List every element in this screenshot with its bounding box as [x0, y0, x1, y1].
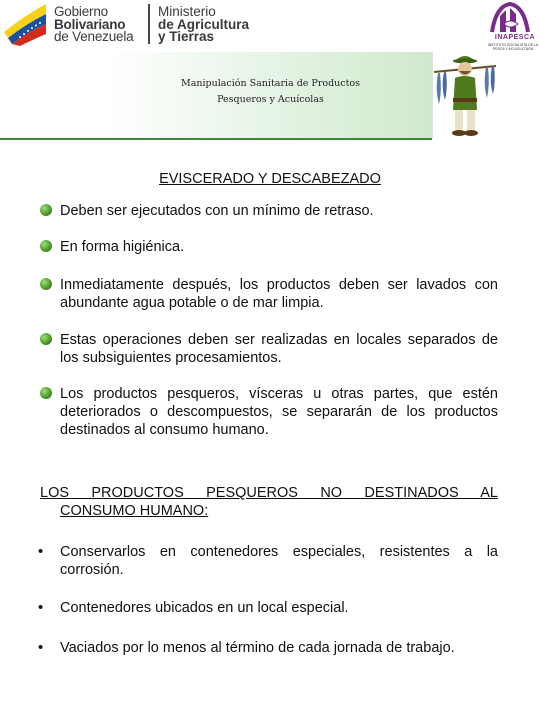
list-item — [40, 202, 498, 220]
institute-logo — [482, 0, 540, 52]
section-bullet-list — [40, 202, 498, 439]
list-item-text: Contenedores ubicados en un local especial. — [60, 600, 349, 616]
gov-line-3: de Venezuela — [54, 29, 134, 44]
subsection-title — [40, 484, 498, 520]
title-banner — [108, 52, 433, 138]
fisherman-illustration-icon — [430, 52, 500, 140]
list-item-text: Conservarlos en contenedores especiales, resistentes a la corrosión. — [60, 544, 498, 578]
list-item-text: Los productos pesqueros, vísceras u otras partes, que estén deteriorados o descompuestos, se separarán de los productos destinados al consumo humano. — [60, 386, 498, 438]
green-bullet-icon — [40, 387, 52, 399]
banner-underline — [0, 138, 432, 140]
logo-divider — [148, 4, 150, 44]
government-name — [54, 6, 133, 44]
venezuela-flag-icon — [2, 2, 48, 46]
subsection-title-line-2: CONSUMO HUMANO: — [60, 503, 209, 519]
list-item — [36, 599, 498, 617]
banner-title — [108, 76, 433, 108]
subsection-bullet-list — [36, 543, 498, 657]
ministry-line-2: de Agricultura — [158, 16, 250, 32]
list-item-text: Estas operaciones deben ser realizadas en locales separados de los subsiguientes procesamientos. — [60, 332, 498, 366]
subsection-title-line-1: LOS PRODUCTOS PESQUEROS NO DESTINADOS AL — [40, 485, 498, 501]
green-bullet-icon — [40, 204, 52, 216]
ministry-name — [158, 6, 249, 44]
list-item-text: Deben ser ejecutados con un mínimo de retraso. — [60, 203, 374, 219]
list-item — [36, 639, 498, 657]
list-item — [40, 331, 498, 367]
bullet-symbol: • — [38, 600, 44, 616]
green-bullet-icon — [40, 333, 52, 345]
bullet-symbol: • — [38, 640, 44, 656]
banner-line-2: Pesqueros y Acuícolas — [217, 94, 324, 105]
list-item — [40, 238, 498, 256]
gov-line-2: Bolivariano — [54, 16, 126, 32]
green-bullet-icon — [40, 240, 52, 252]
section-title: EVISCERADO Y DESCABEZADO — [159, 171, 381, 187]
bullet-symbol: • — [38, 544, 44, 560]
list-item — [40, 385, 498, 439]
list-item — [40, 276, 498, 312]
government-logo — [0, 0, 290, 50]
ministry-line-1: Ministerio — [158, 4, 216, 19]
list-item-text: Inmediatamente después, los productos deben ser lavados con abundante agua potable o de mar limpia. — [60, 277, 498, 311]
institute-subtitle: INSTITUTO SOCIALISTA DE LA PESCA Y ACUICULTURA — [487, 43, 539, 51]
institute-name: INAPESCA — [494, 34, 536, 41]
list-item-text: En forma higiénica. — [60, 239, 185, 255]
gov-line-1: Gobierno — [54, 4, 108, 19]
list-item-text: Vaciados por lo menos al término de cada jornada de trabajo. — [60, 640, 455, 656]
list-item — [36, 543, 498, 579]
green-bullet-icon — [40, 278, 52, 290]
institute-emblem-icon — [488, 2, 532, 34]
banner-line-1: Manipulación Sanitaria de Productos — [180, 78, 361, 89]
ministry-line-3: y Tierras — [158, 29, 215, 44]
